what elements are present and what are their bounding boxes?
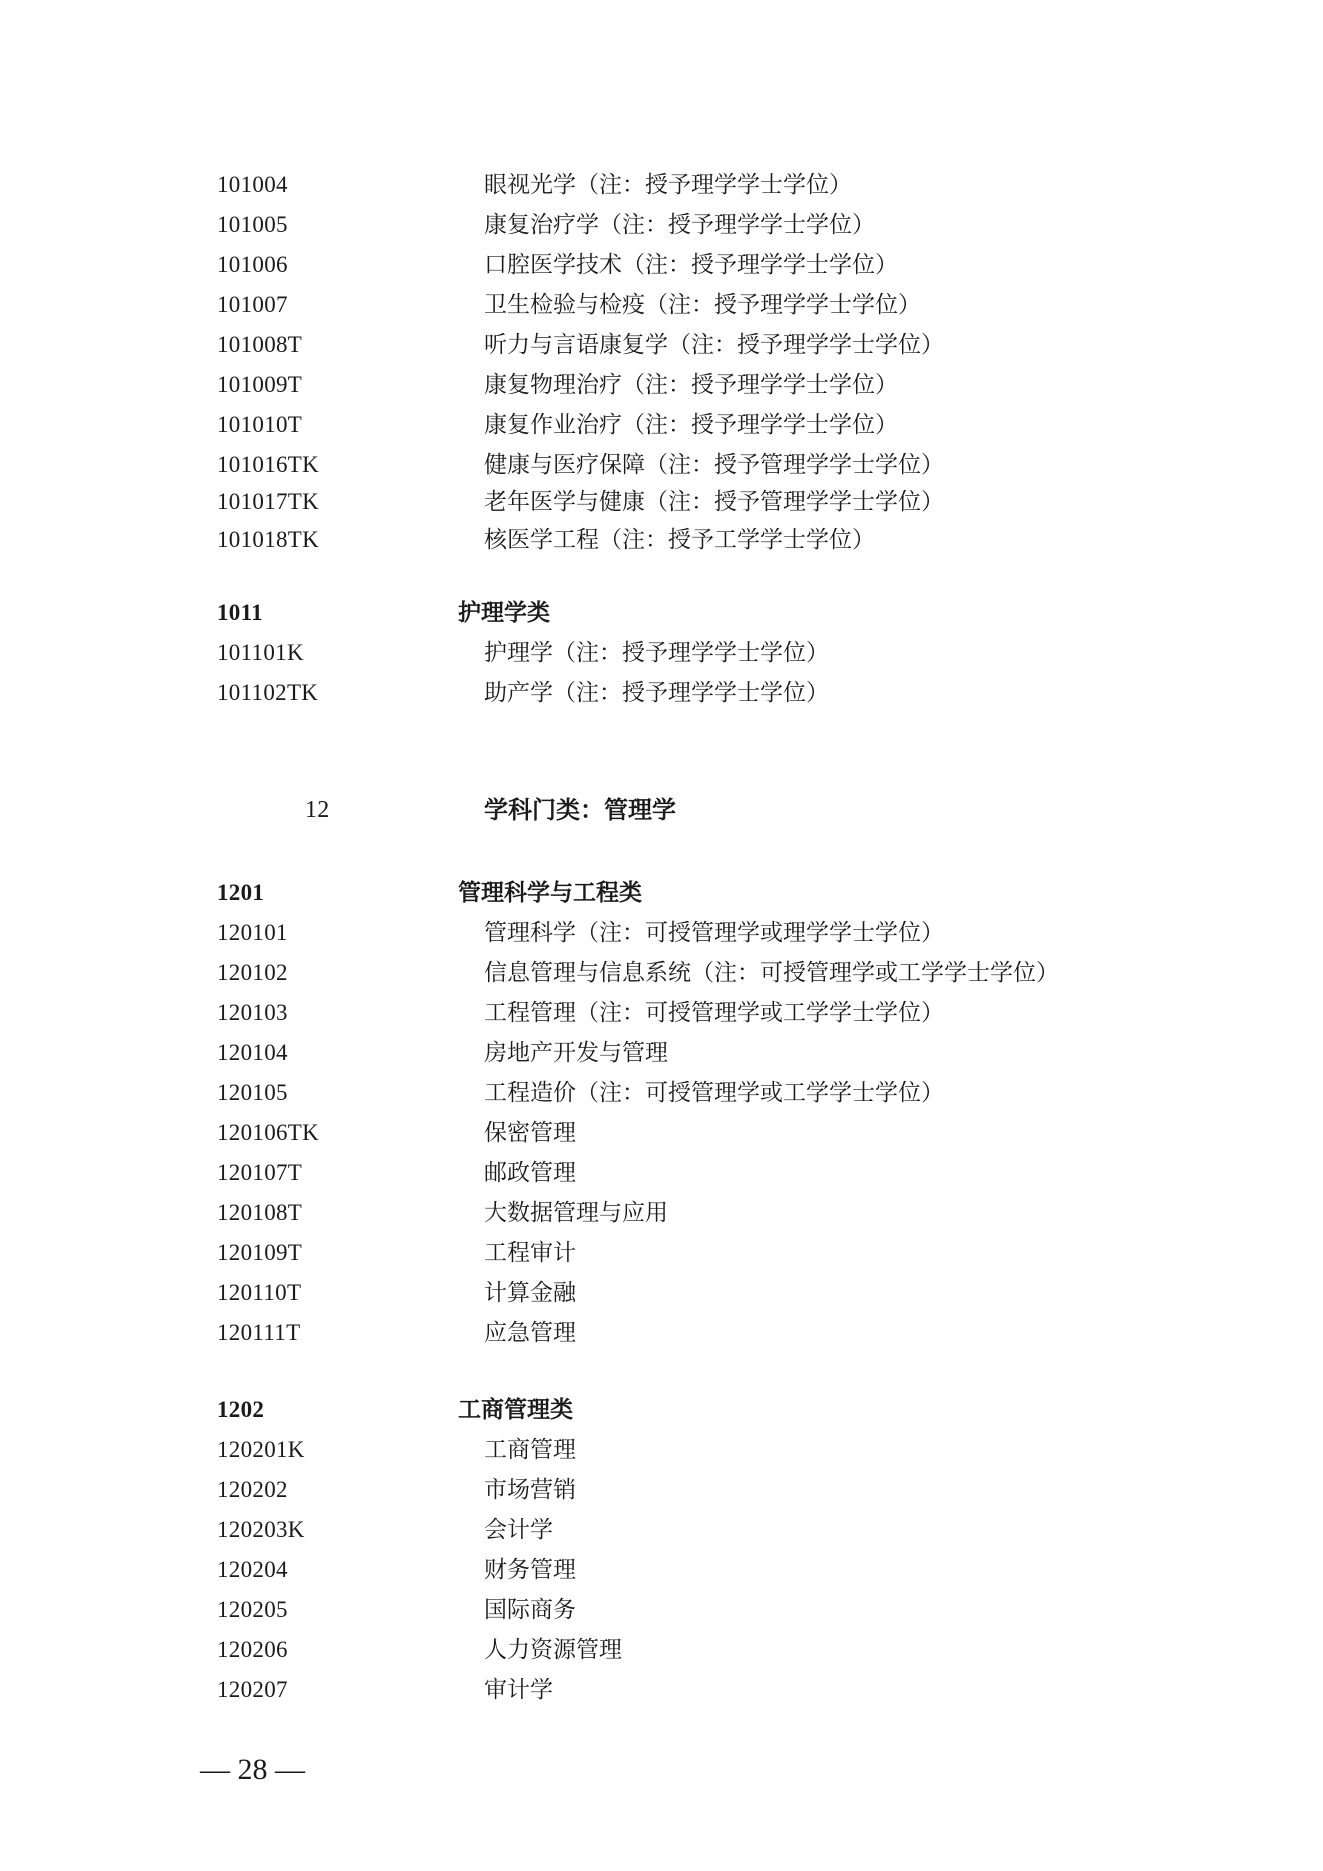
major-row	[0, 1590, 1323, 1630]
row-code: 101009T	[217, 372, 303, 397]
row-name: 眼视光学（注：授予理学学士学位）	[484, 172, 852, 198]
row-name: 财务管理	[484, 1557, 576, 1583]
row-name: 大数据管理与应用	[484, 1200, 668, 1226]
row-code: 120106TK	[217, 1120, 320, 1145]
row-name: 计算金融	[484, 1280, 576, 1306]
row-name: 信息管理与信息系统（注：可授管理学或工学学士学位）	[484, 960, 1059, 986]
row-code: 101017TK	[217, 489, 320, 514]
row-name: 审计学	[484, 1677, 553, 1703]
major-row	[0, 1073, 1323, 1113]
page-number: — 28 —	[200, 1753, 305, 1786]
row-code: 120101	[217, 920, 288, 945]
major-row	[0, 1470, 1323, 1510]
major-row	[0, 673, 1323, 713]
major-row	[0, 1153, 1323, 1193]
major-row	[0, 245, 1323, 285]
major-row	[0, 1273, 1323, 1313]
category-row	[0, 1390, 1323, 1430]
row-name: 听力与言语康复学（注：授予理学学士学位）	[484, 332, 944, 358]
row-code: 120103	[217, 1000, 288, 1025]
row-name: 康复物理治疗（注：授予理学学士学位）	[484, 372, 898, 398]
major-row	[0, 205, 1323, 245]
row-name: 工商管理	[484, 1437, 576, 1463]
row-code: 120111T	[217, 1320, 301, 1345]
major-row	[0, 1670, 1323, 1710]
row-code: 120205	[217, 1597, 288, 1622]
major-row	[0, 482, 1323, 522]
major-row	[0, 445, 1323, 485]
row-code: 120105	[217, 1080, 288, 1105]
row-name: 工程审计	[484, 1240, 576, 1266]
row-code: 120108T	[217, 1200, 303, 1225]
row-name: 老年医学与健康（注：授予管理学学士学位）	[484, 489, 944, 515]
category-row	[0, 593, 1323, 633]
row-name: 护理学类	[458, 599, 550, 626]
row-code: 12	[305, 797, 330, 823]
row-name: 学科门类：管理学	[484, 795, 676, 824]
row-name: 卫生检验与检疫（注：授予理学学士学位）	[484, 292, 921, 318]
major-row	[0, 365, 1323, 405]
major-row	[0, 1550, 1323, 1590]
major-row	[0, 1313, 1323, 1353]
row-code: 120110T	[217, 1280, 302, 1305]
row-name: 助产学（注：授予理学学士学位）	[484, 680, 829, 706]
row-name: 健康与医疗保障（注：授予管理学学士学位）	[484, 452, 944, 478]
major-row	[0, 520, 1323, 560]
row-code: 101006	[217, 252, 288, 277]
major-row	[0, 405, 1323, 445]
row-name: 核医学工程（注：授予工学学士学位）	[484, 527, 875, 553]
major-row	[0, 1510, 1323, 1550]
row-name: 工商管理类	[458, 1396, 573, 1423]
major-row	[0, 633, 1323, 673]
row-code: 101101K	[217, 640, 304, 665]
row-code: 120204	[217, 1557, 288, 1582]
major-row	[0, 1430, 1323, 1470]
major-row	[0, 325, 1323, 365]
major-row	[0, 1193, 1323, 1233]
row-name: 邮政管理	[484, 1160, 576, 1186]
row-name: 工程造价（注：可授管理学或工学学士学位）	[484, 1080, 944, 1106]
major-row	[0, 953, 1323, 993]
row-code: 120107T	[217, 1160, 303, 1185]
row-code: 120102	[217, 960, 288, 985]
row-name: 管理科学（注：可授管理学或理学学士学位）	[484, 920, 944, 946]
row-code: 120201K	[217, 1437, 305, 1462]
row-name: 会计学	[484, 1517, 553, 1543]
major-row	[0, 165, 1323, 205]
row-code: 101016TK	[217, 452, 320, 477]
row-code: 101018TK	[217, 527, 320, 552]
row-code: 101007	[217, 292, 288, 317]
row-code: 120202	[217, 1477, 288, 1502]
row-name: 人力资源管理	[484, 1637, 622, 1663]
major-row	[0, 913, 1323, 953]
row-code: 1201	[217, 880, 265, 905]
row-name: 口腔医学技术（注：授予理学学士学位）	[484, 252, 898, 278]
row-code: 101008T	[217, 332, 303, 357]
row-code: 101010T	[217, 412, 303, 437]
row-code: 101102TK	[217, 680, 319, 705]
row-name: 应急管理	[484, 1320, 576, 1346]
row-code: 120203K	[217, 1517, 305, 1542]
row-code: 120109T	[217, 1240, 303, 1265]
major-row	[0, 1233, 1323, 1273]
row-code: 1202	[217, 1397, 265, 1422]
row-code: 120104	[217, 1040, 288, 1065]
category-row	[0, 873, 1323, 913]
major-row	[0, 1630, 1323, 1670]
major-row	[0, 285, 1323, 325]
major-row	[0, 1033, 1323, 1073]
row-code: 101004	[217, 172, 288, 197]
row-name: 国际商务	[484, 1597, 576, 1623]
row-name: 市场营销	[484, 1477, 576, 1503]
row-name: 管理科学与工程类	[458, 879, 642, 906]
row-name: 护理学（注：授予理学学士学位）	[484, 640, 829, 666]
row-code: 1011	[217, 600, 263, 625]
major-row	[0, 993, 1323, 1033]
row-code: 120207	[217, 1677, 288, 1702]
row-code: 120206	[217, 1637, 288, 1662]
discipline-row	[0, 790, 1323, 830]
row-name: 康复治疗学（注：授予理学学士学位）	[484, 212, 875, 238]
row-code: 101005	[217, 212, 288, 237]
row-name: 保密管理	[484, 1120, 576, 1146]
row-name: 康复作业治疗（注：授予理学学士学位）	[484, 412, 898, 438]
major-row	[0, 1113, 1323, 1153]
row-name: 工程管理（注：可授管理学或工学学士学位）	[484, 1000, 944, 1026]
row-name: 房地产开发与管理	[484, 1040, 668, 1066]
